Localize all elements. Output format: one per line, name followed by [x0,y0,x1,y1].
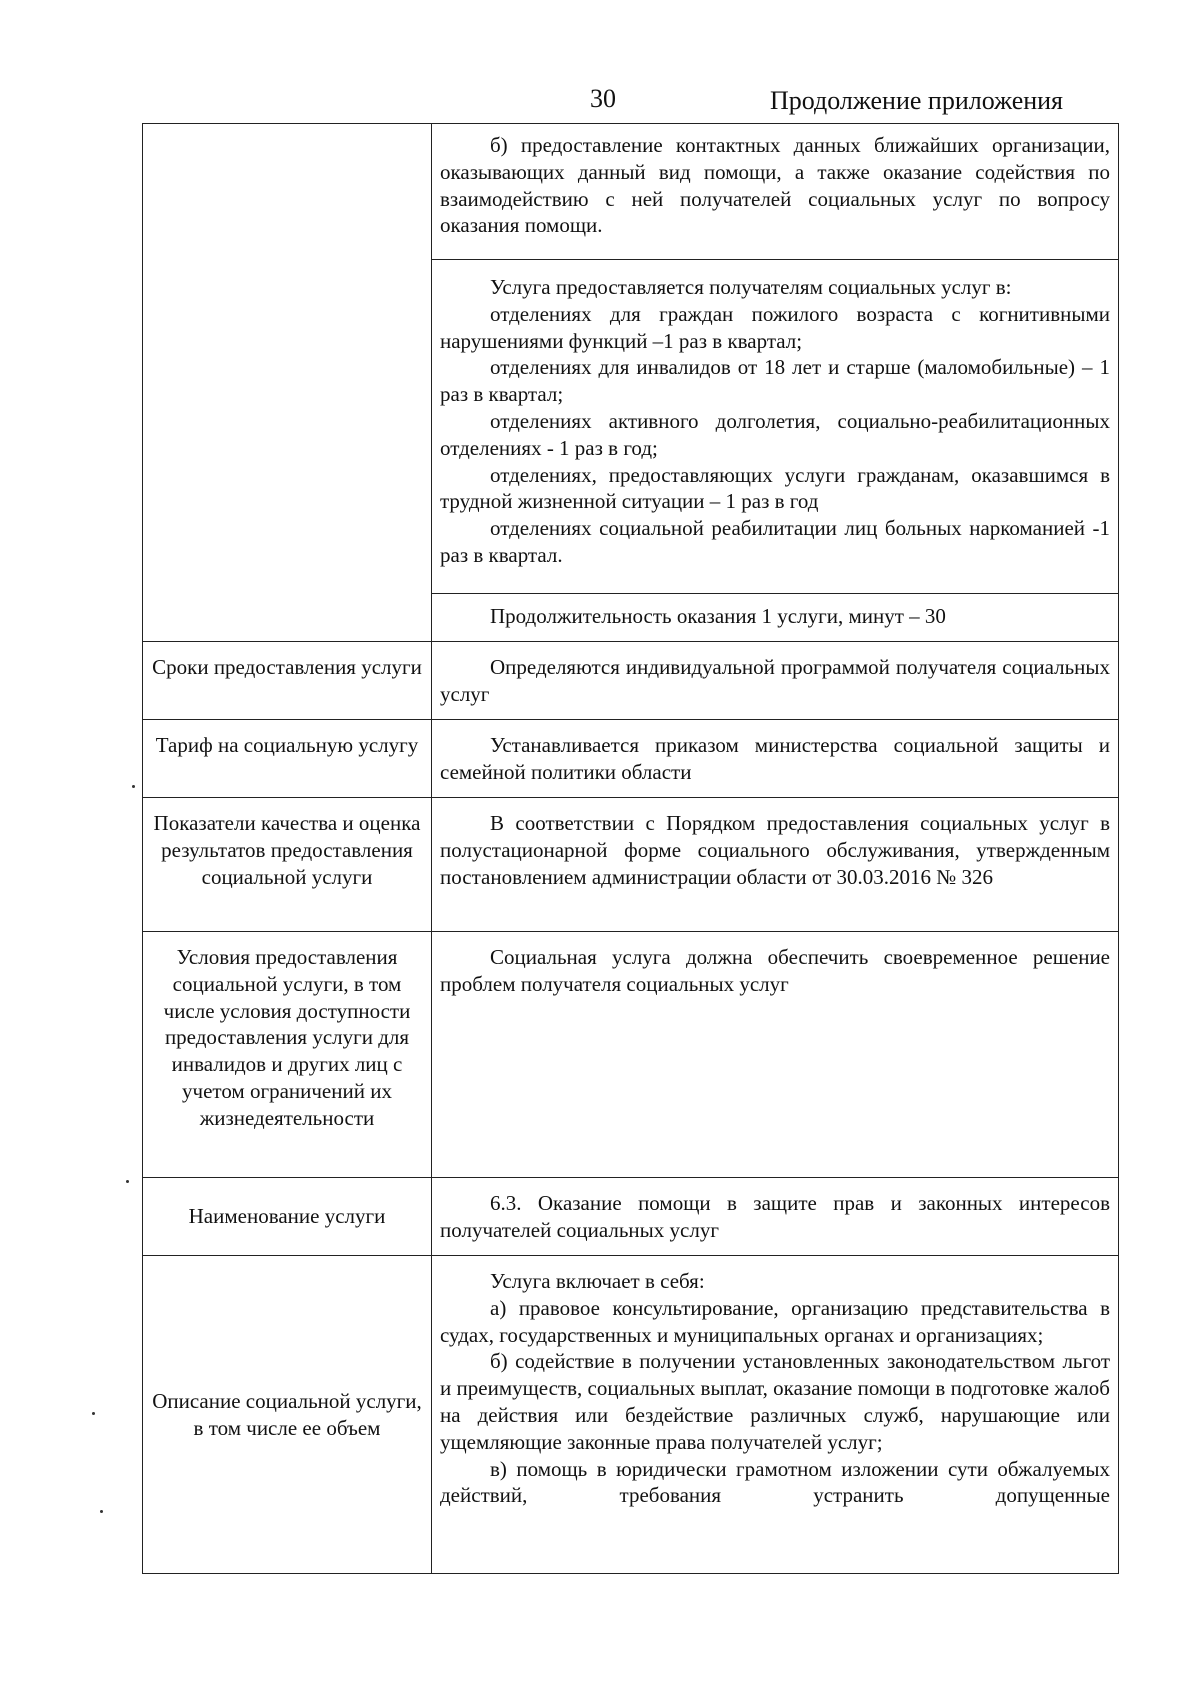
table-cell-description [432,124,1119,260]
table-cell-label: Условия предоставления социальной услуги, в том числе условия доступности предоставления услуги для инвалидов и других лиц с учетом ограничений их жизнедеятельности [143,932,432,1178]
paragraph: б) предоставление контактных данных ближайших организации, оказывающих данный вид помощи, а также оказание содействия по взаимодействию с ней получателей социальных услуг по вопросу оказания помощи. [440,133,1110,238]
paragraph: отделениях активного долголетия, социально-реабилитационных отделениях - 1 раз в год; [440,408,1110,460]
table-cell-label: Сроки предоставления услуги [143,642,432,720]
table-row [143,124,1119,260]
paragraph: а) правовое консультирование, организацию представительства в судах, государственных и муниципальных органах и организациях; [440,1295,1110,1347]
service-name: 6.3. Оказание помощи в защите прав и законных интересов получателей социальных услуг [440,1191,1110,1242]
table-cell-value [432,932,1119,1178]
paragraph: в) помощь в юридически грамотном изложении сути обжалуемых действий, требования устранить допущенные [440,1456,1110,1508]
table-row [143,260,1119,594]
services-table [142,123,1119,1574]
paragraph: отделениях для инвалидов от 18 лет и старше (маломобильные) – 1 раз в квартал; [440,355,1110,407]
table-cell-empty [143,124,432,260]
paragraph: отделениях для граждан пожилого возраста с когнитивными нарушениями функций –1 раз в квартал; [440,301,1110,353]
paragraph: отделениях, предоставляющих услуги гражданам, оказавшимся в трудной жизненной ситуации – 1 раз в год [440,462,1110,514]
table-cell-value [432,720,1119,798]
paragraph: отделениях социальной реабилитации лиц больных наркоманией -1 раз в квартал. [440,516,1110,567]
table-cell-value [432,642,1119,720]
table-cell-value [432,798,1119,932]
paragraph: Определяются индивидуальной программой получателя социальных услуг [440,655,1110,706]
scan-speck [92,1412,95,1415]
paragraph: Услуга предоставляется получателям социальных услуг в: [490,275,1012,299]
table-cell-label: Наименование услуги [143,1178,432,1256]
scan-speck [126,1180,129,1183]
table-cell-value [432,1178,1119,1256]
table-row [143,720,1119,798]
table-cell-label: Тариф на социальную услугу [143,720,432,798]
table-row [143,1178,1119,1256]
scan-speck [132,785,135,788]
page-caption: Продолжение приложения [770,86,1064,115]
paragraph: В соответствии с Порядком предоставления социальных услуг в полустационарной форме социального обслуживания, утвержденным постановлением администрации области от 30.03.2016 № 326 [440,811,1110,889]
page-number: 30 [590,84,616,113]
paragraph: б) содействие в получении установленных законодательством льгот и преимуществ, социальных выплат, оказание помощи в подготовке жалоб на действия или бездействие различных служб, нарушающие или ущемляющие законные права получателей услуг; [440,1349,1110,1454]
table-row [143,642,1119,720]
table-cell-empty [143,594,432,642]
table-row [143,1256,1119,1574]
table-cell-empty [143,260,432,594]
paragraph: Услуга включает в себя: [490,1269,705,1293]
table-cell-value [432,1256,1119,1574]
table-row [143,932,1119,1178]
table-cell-description [432,260,1119,594]
scan-speck [100,1510,103,1513]
duration-text: Продолжительность оказания 1 услуги, минут – 30 [490,604,946,628]
table-cell-label: Описание социальной услуги, в том числе ее объем [143,1256,432,1574]
paragraph: Социальная услуга должна обеспечить своевременное решение проблем получателя социальных услуг [440,945,1110,996]
table-row [143,594,1119,642]
paragraph: Устанавливается приказом министерства социальной защиты и семейной политики области [440,733,1110,784]
table-row [143,798,1119,932]
table-cell-label: Показатели качества и оценка результатов предоставления социальной услуги [143,798,432,932]
table-cell-duration [432,594,1119,642]
